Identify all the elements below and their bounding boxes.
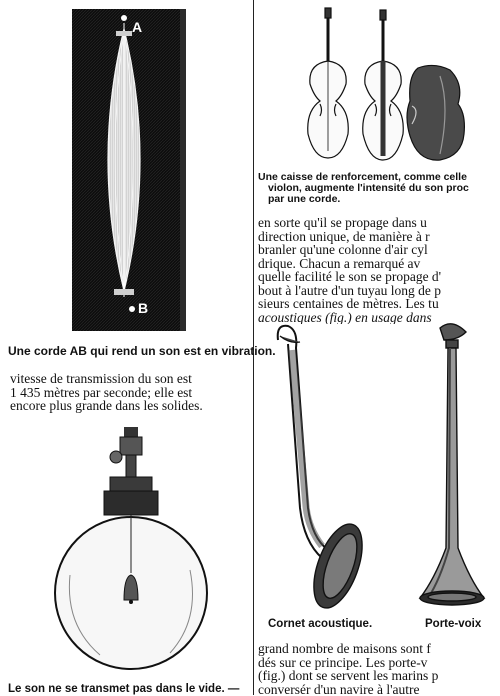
right-bottom-paragraph [258,642,500,696]
right-paragraph-line: acoustiques (fig.) en usage dans [258,311,500,325]
bell-jar-caption: Le son ne se transmet pas dans le vide. — [8,683,239,695]
right-paragraph-line: bout à l'autre d'un tuyau long de p [258,284,500,298]
violins-figure [300,6,480,166]
vibrating-string-illustration [72,9,186,331]
left-paragraph-line: vitesse de transmission du son est [10,372,203,386]
cornet-label: Cornet acoustique. [268,618,372,630]
vibrating-string-figure [72,9,186,331]
right-bottom-line: dés sur ce principe. Les porte-v [258,656,500,670]
right-bottom-line: (fig.) dont se servent les marins p [258,669,500,683]
violins-illustration [300,6,480,166]
bell-jar-illustration [50,425,215,673]
porte-voix-label: Porte-voix [425,618,481,630]
violin-caption [258,172,469,205]
acoustic-instruments-illustration [270,318,500,618]
right-bottom-line: grand nombre de maisons sont f [258,642,500,656]
left-paragraph-line: encore plus grande dans les solides. [10,399,203,413]
bell-jar-figure [50,425,215,673]
left-paragraph-line: 1 435 mètres par seconde; elle est [10,386,203,400]
left-paragraph [10,372,203,413]
right-paragraph-line: branler qu'une colonne d'air cyl [258,243,500,257]
right-paragraph [258,216,500,324]
acoustic-instruments-figure [270,318,500,618]
point-label-a: A [132,19,142,35]
right-bottom-line: conversér d'un navire à l'autre [258,683,500,696]
right-paragraph-line: quelle facilité le son se propage d' [258,270,500,284]
violin-caption-line: Une caisse de renforcement, comme celle [258,172,469,183]
point-label-b: B [138,300,148,316]
right-paragraph-line: sieurs centaines de mètres. Les tu [258,297,500,311]
violin-caption-line: violon, augmente l'intensité du son proc [258,183,469,194]
right-paragraph-line: en sorte qu'il se propage dans u [258,216,500,230]
right-paragraph-line: direction unique, de manière à r [258,230,500,244]
string-figure-caption: Une corde AB qui rend un son est en vibration. [8,344,276,358]
right-paragraph-line: drique. Chacun a remarqué av [258,257,500,271]
violin-caption-line: par une corde. [258,194,469,205]
